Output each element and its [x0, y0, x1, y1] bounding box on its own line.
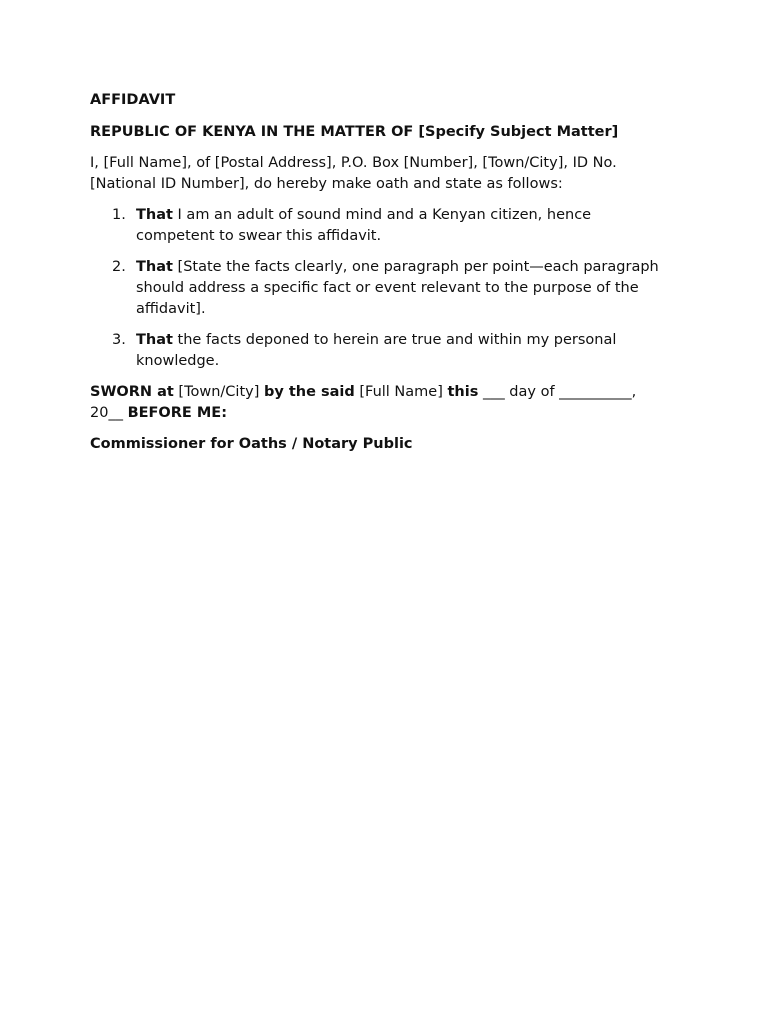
point-text: the facts deponed to herein are true and within my personal knowledge. [136, 332, 617, 369]
list-item [90, 257, 670, 320]
document-title: AFFIDAVIT [90, 92, 176, 108]
sworn-full-name: [Full Name] [354, 384, 448, 400]
sworn-town: [Town/City] [173, 384, 264, 400]
commissioner-line: Commissioner for Oaths / Notary Public [90, 436, 413, 452]
list-item [90, 205, 670, 247]
points-list [90, 205, 670, 372]
point-number: 2. [112, 259, 126, 275]
intro-paragraph: I, [Full Name], of [Postal Address], P.O. Box [Number], [Town/City], ID No. [National ID Number], do hereby make oath and state as follows: [90, 155, 617, 192]
this-label: this [447, 384, 479, 400]
point-lead: That [136, 259, 173, 275]
before-me-label: BEFORE ME: [127, 405, 228, 421]
list-item [90, 330, 670, 372]
by-the-said-label: by the said [263, 384, 355, 400]
point-text: [State the facts clearly, one paragraph per point—each paragraph should address a specific fact or event relevant to the purpose of the affidavit]. [136, 259, 659, 317]
point-text: I am an adult of sound mind and a Kenyan citizen, hence competent to swear this affidavit. [136, 207, 592, 244]
document-page [90, 90, 670, 455]
point-number: 1. [112, 207, 126, 223]
sworn-statement [90, 382, 670, 424]
point-lead: That [136, 332, 173, 348]
sworn-at-label: SWORN at [90, 384, 174, 400]
point-number: 3. [112, 332, 126, 348]
document-heading: REPUBLIC OF KENYA IN THE MATTER OF [Specify Subject Matter] [90, 124, 619, 140]
sworn-date: ___ day of __________, 20__ [90, 384, 637, 421]
point-lead: That [136, 207, 173, 223]
